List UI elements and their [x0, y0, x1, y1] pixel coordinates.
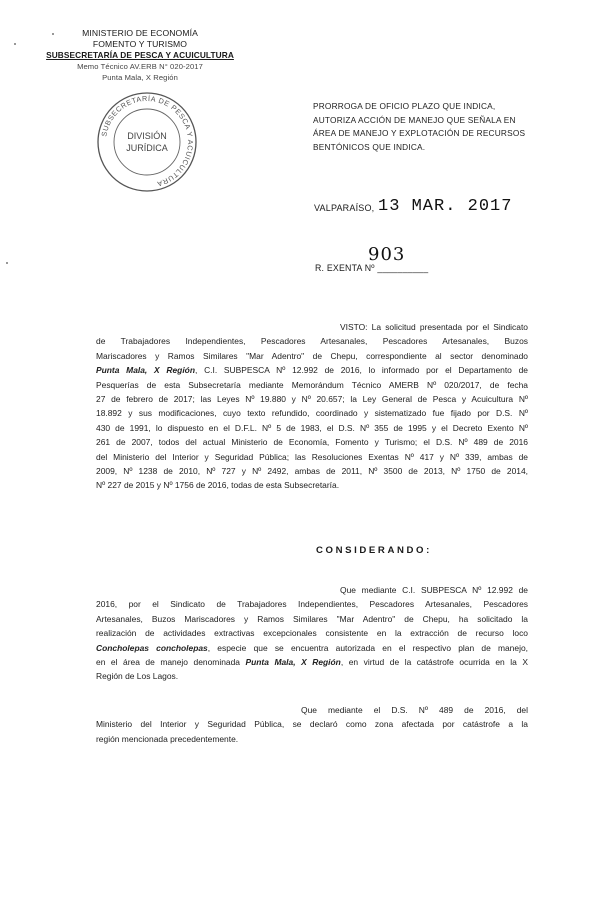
- considerando-line: Que mediante C.I. SUBPESCA Nº 12.992 de: [340, 585, 528, 595]
- considerando-line: Que mediante el D.S. Nº 489 de 2016, del: [301, 705, 528, 715]
- stamp-center-line1: DIVISIÓN: [127, 131, 167, 141]
- visto-line: del Ministerio del Interior y Seguridad Pública; las Resoluciones Exentas Nº 417 y Nº 339, ambas de: [96, 451, 528, 462]
- visto-line: de Trabajadores Independientes, Pescadores Artesanales, Pescadores Artesanales, Buzos: [96, 336, 528, 347]
- memo-reference: Memo Técnico AV.ERB N° 020-2017: [77, 62, 203, 71]
- considerando-line-rest: , especie que se encuentra autorizada en el respectivo plan de manejo,: [207, 642, 528, 653]
- visto-line-rest: , C.I. SUBPESCA Nº 12.992 de 2016, lo informado por el Departamento de: [194, 365, 528, 376]
- resolution-label-text: R. EXENTA Nº: [315, 263, 375, 273]
- visto-line: Pesquerías de esta Subsecretaría mediante Memorándum Técnico AMERB Nº 020/2017, de fecha: [96, 379, 528, 390]
- considerando-line: [96, 641, 528, 655]
- ministry-subtitle: FOMENTO Y TURISMO: [92, 39, 188, 49]
- considerando-paragraph-1: [96, 583, 528, 684]
- resolution-label: [315, 263, 428, 273]
- letterhead: [40, 28, 240, 83]
- species-name: Concholepas concholepas: [96, 642, 208, 653]
- visto-line: 430 de 1991, lo dispuesto en el D.F.L. Nº 5 de 1983, el D.S. Nº 355 de 1995 y el Decreto Exento Nº: [96, 422, 528, 433]
- considerando-line-start: en el área de manejo denominada: [96, 657, 246, 668]
- considerando-line-end: , en virtud de la catástrofe ocurrida en la X: [340, 657, 528, 668]
- resolution-subject: [313, 100, 545, 154]
- scan-mark: [6, 262, 8, 264]
- resolution-blank: __________: [377, 263, 429, 273]
- subject-line: AUTORIZA ACCIÓN DE MANEJO QUE SEÑALA EN: [313, 114, 516, 125]
- stamp-ring-text: SUBSECRETARÍA DE PESCA Y ACUICULTURA: [99, 93, 196, 189]
- subject-line: ÁREA DE MANEJO Y EXPLOTACIÓN DE RECURSOS: [313, 128, 526, 139]
- division-juridica-stamp: [95, 90, 199, 194]
- ministry-name: MINISTERIO DE ECONOMÍA: [82, 28, 198, 38]
- considerando-line: región mencionada precedentemente.: [96, 733, 239, 744]
- stamp-inner-ring: [114, 109, 180, 175]
- visto-line: 261 de 2007, todos del actual Ministerio de Economía, Fomento y Turismo; el D.S. Nº 489 de 2016: [96, 437, 528, 448]
- scan-mark: [14, 43, 16, 45]
- considerando-line: 2016, por el Sindicato de Trabajadores Independientes, Pescadores Artesanales, Pescadores: [96, 599, 528, 610]
- considerando-line: Región de Los Lagos.: [96, 671, 179, 682]
- visto-line: 2009, Nº 1238 de 2010, Nº 727 y Nº 2492, ambas de 2011, Nº 3500 de 2013, Nº 1750 de 2014,: [96, 466, 528, 477]
- date-label: VALPARAÍSO,: [314, 203, 375, 213]
- subsecretariat-name: SUBSECRETARÍA DE PESCA Y ACUICULTURA: [46, 50, 234, 60]
- stamp-outer-ring: [98, 93, 196, 191]
- visto-paragraph: [96, 320, 528, 493]
- considerando-line: [96, 655, 528, 669]
- visto-line: VISTO: La solicitud presentada por el Sindicato: [340, 322, 528, 332]
- considerando-paragraph-2: [96, 703, 528, 746]
- considerando-line: Ministerio del Interior y Seguridad Pública, se declaró como zona afectada por catástrofe a la: [96, 719, 528, 730]
- resolution-number: 903: [368, 244, 406, 265]
- date-stamp: 13 MAR. 2017: [378, 197, 513, 216]
- considerando-line: realización de actividades extractivas excepcionales consistente en la extracción de recurso loco: [96, 628, 528, 639]
- visto-line: 18.892 y sus modificaciones, cuyo texto refundido, coordinado y sistematizado fue fijado por D.S. Nº: [96, 408, 528, 419]
- stamp-center-line2: JURÍDICA: [126, 143, 168, 153]
- subject-line: PRORROGA DE OFICIO PLAZO QUE INDICA,: [313, 101, 496, 111]
- considerando-area-name: Punta Mala, X Región: [245, 657, 341, 668]
- visto-line: Mariscadores y Ramos Similares "Mar Adentro" de Chepu, correspondiente al sector denominado: [96, 350, 528, 361]
- considerando-title: CONSIDERANDO:: [316, 545, 432, 556]
- visto-line: Nº 227 de 2015 y Nº 1756 de 2016, todas de esta Subsecretaría.: [96, 480, 340, 491]
- visto-line: [96, 363, 528, 377]
- area-reference: Punta Mala, X Región: [102, 73, 178, 82]
- visto-area-name: Punta Mala, X Región: [96, 365, 195, 376]
- scan-mark: [52, 33, 54, 35]
- considerando-line: Artesanales, Buzos Mariscadores y Ramos Similares "Mar Adentro" de Chepu, ha solicitado la: [96, 613, 528, 624]
- subject-line: BENTÓNICOS QUE INDICA.: [313, 141, 426, 152]
- visto-line: 27 de febrero de 2017; las Leyes Nº 19.880 y Nº 20.657; la Ley General de Pesca y Acuicultura Nº: [96, 394, 528, 405]
